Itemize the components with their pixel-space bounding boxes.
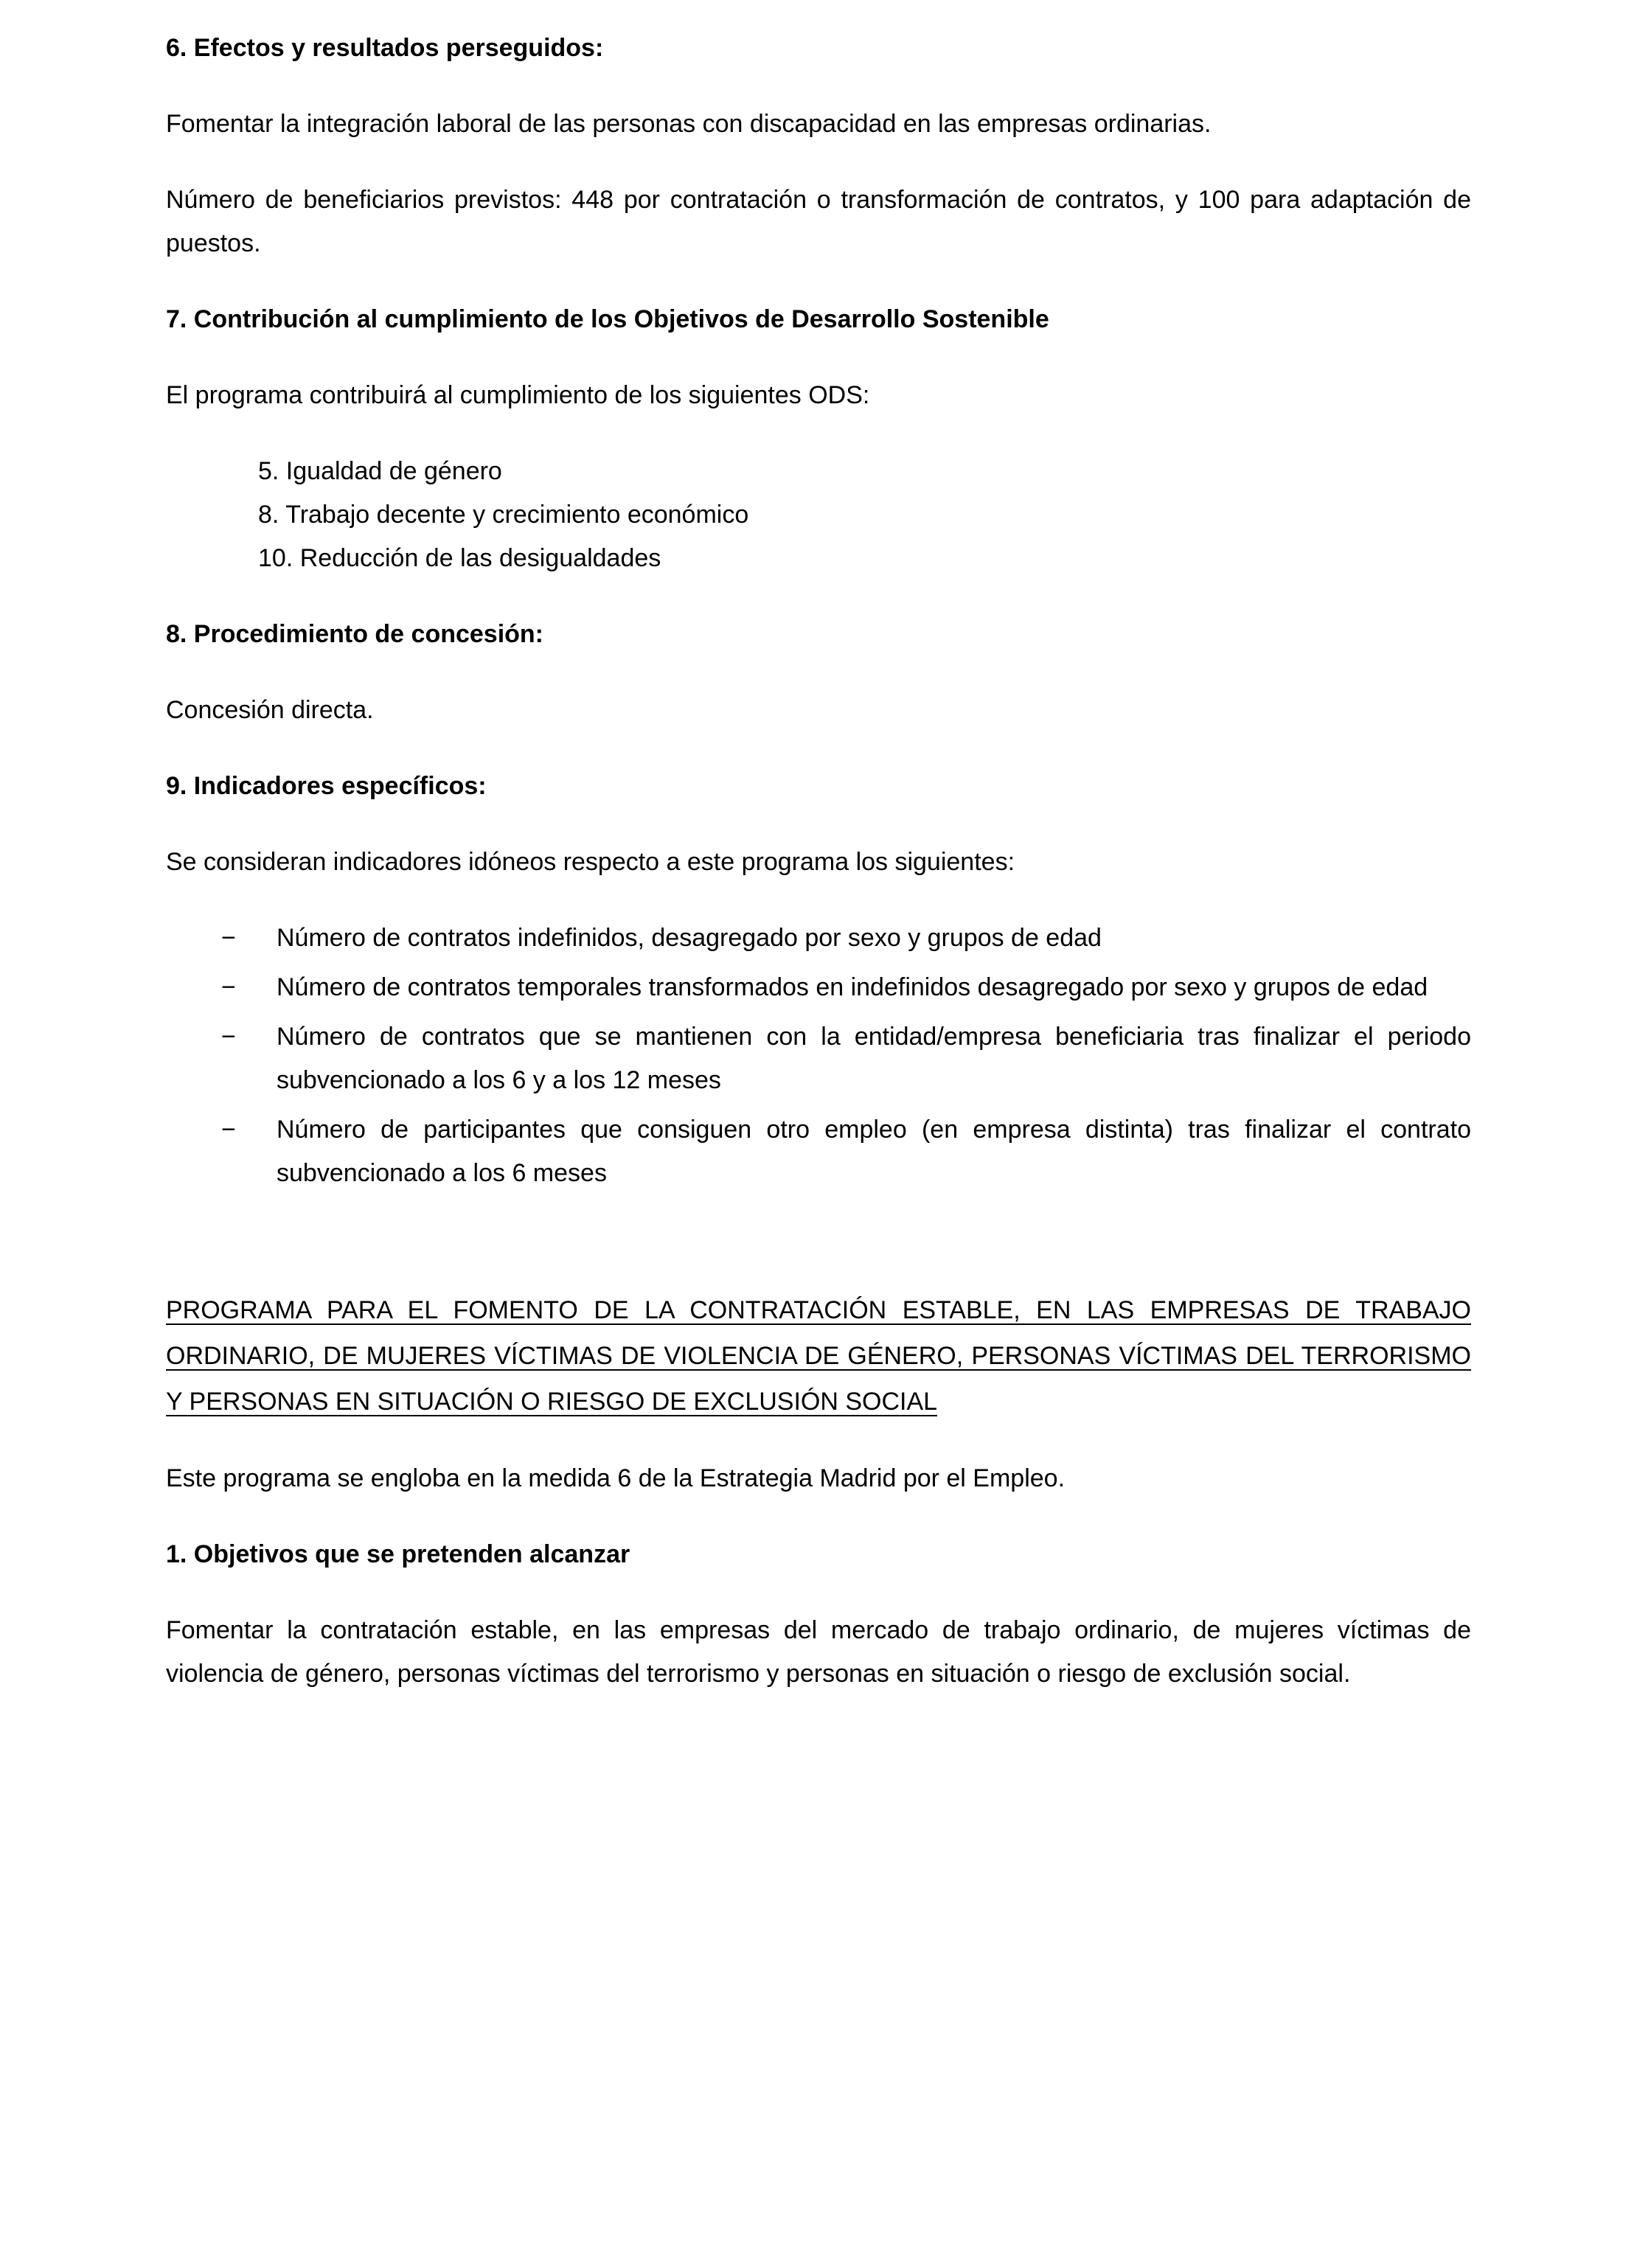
dash-bullet: − (221, 1116, 236, 1144)
program-objectives-paragraph: Fomentar la contratación estable, en las empresas del mercado de trabajo ordinario, de mujeres víctimas de violencia de género, personas víctimas del terrorismo y personas en situación o riesgo de exclusión social. (166, 1616, 1471, 1688)
ods-list-item: 10. Reducción de las desigualdades (258, 544, 661, 572)
section-8-paragraph: Concesión directa. (166, 696, 374, 724)
section-6-paragraph-2: Número de beneficiarios previstos: 448 por contratación o transformación de contratos, y 100 para adaptación de puestos. (166, 186, 1471, 257)
section-7-intro: El programa contribuirá al cumplimiento de los siguientes ODS: (166, 381, 870, 409)
dash-bullet: − (221, 924, 236, 952)
section-8-heading: 8. Procedimiento de concesión: (166, 620, 544, 648)
indicator-text: Número de contratos indefinidos, desagregado por sexo y grupos de edad (277, 924, 1102, 952)
ods-list (166, 450, 1471, 580)
program-title-heading: PROGRAMA PARA EL FOMENTO DE LA CONTRATACIÓN ESTABLE, EN LAS EMPRESAS DE TRABAJO ORDINARIO, DE MUJERES VÍCTIMAS DE VIOLENCIA DE GÉNERO, PERSONAS VÍCTIMAS DEL TERRORISMO Y PERSONAS EN SITUACIÓN O RIESGO DE EXCLUSIÓN SOCIAL (166, 1296, 1471, 1416)
indicator-text: Número de contratos que se mantienen con la entidad/empresa beneficiaria tras finalizar el periodo subvencionado a los 6 y a los 12 meses (277, 1023, 1471, 1094)
section-6-paragraph-1: Fomentar la integración laboral de las personas con discapacidad en las empresas ordinarias. (166, 110, 1212, 138)
indicator-text: Número de contratos temporales transformados en indefinidos desagregado por sexo y grupos de edad (277, 973, 1428, 1001)
ods-list-item: 8. Trabajo decente y crecimiento económico (258, 501, 749, 529)
program-objectives-heading: 1. Objetivos que se pretenden alcanzar (166, 1540, 630, 1568)
indicator-list-item (166, 966, 1471, 1009)
indicator-list-item (166, 1108, 1471, 1195)
program-intro-paragraph: Este programa se engloba en la medida 6 de la Estrategia Madrid por el Empleo. (166, 1464, 1066, 1492)
section-6-heading: 6. Efectos y resultados perseguidos: (166, 34, 604, 62)
section-9-intro: Se consideran indicadores idóneos respecto a este programa los siguientes: (166, 848, 1015, 876)
indicator-list-item (166, 916, 1471, 960)
section-9-heading: 9. Indicadores específicos: (166, 772, 487, 800)
indicators-list (166, 916, 1471, 1195)
dash-bullet: − (221, 1023, 236, 1051)
ods-list-item: 5. Igualdad de género (258, 457, 502, 485)
dash-bullet: − (221, 973, 236, 1001)
indicator-list-item (166, 1015, 1471, 1102)
section-7-heading: 7. Contribución al cumplimiento de los Objetivos de Desarrollo Sostenible (166, 305, 1049, 333)
indicator-text: Número de participantes que consiguen otro empleo (en empresa distinta) tras finalizar el contrato subvencionado a los 6 meses (277, 1116, 1471, 1187)
